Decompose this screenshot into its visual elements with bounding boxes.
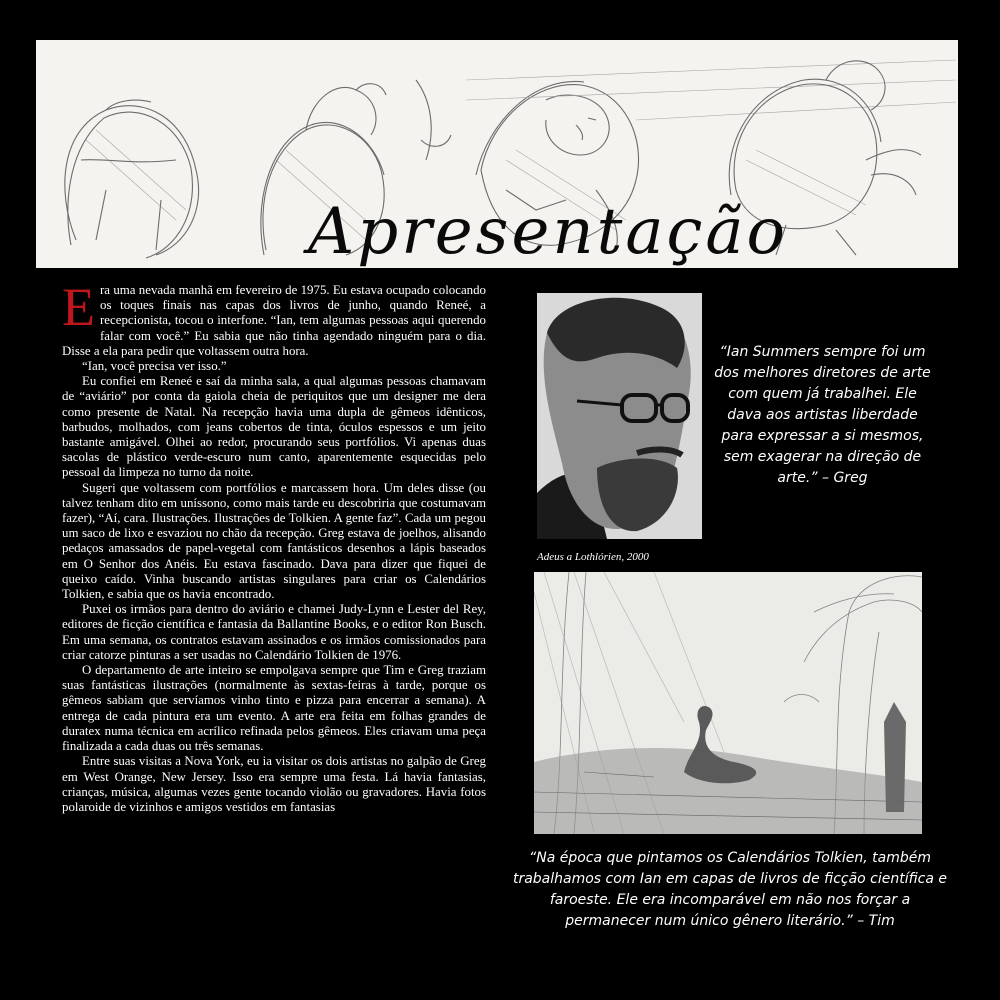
dropcap: E bbox=[62, 283, 95, 337]
article-paragraph: “Ian, você precisa ver isso.” bbox=[82, 359, 227, 374]
article-paragraph: Sugeri que voltassem com portfólios e marcassem hora. Um deles disse (ou talvez tenham dito em uníssono, como mais tarde eu descobriria que costumavam fazer), “Aí, cara. Ilustrações. Ilustrações de Tolkien. A gente faz”. Cada um pegou um saco de lixo e esvaziou no chão da recepção. Greg estava de joelhos, alisando pedaços amassados de papel-vegetal com fantásticos desenhos a lápis baseados em O Senhor dos Anéis. Eu estava fascinado. Dava para dizer que fiquei de queixo caído. Vinha buscando artistas singulares para criar os Calendários Tolkien, e sabia que os havia encontrado. bbox=[62, 480, 486, 602]
forest-sketch-illustration bbox=[534, 572, 922, 834]
article-paragraph: Era uma nevada manhã em fevereiro de 1975. Eu estava ocupado colocando os toques finais nas capas dos livros de junho, quando Reneé, a recepcionista, tocou o interfone. “Ian, tem algumas pessoas aqui querendo falar com você.” Eu sabia que não tinha agendado ninguém para o dia. Disse a ela para pedir que voltassem outra hora. bbox=[62, 283, 486, 358]
portrait-photo bbox=[537, 293, 702, 539]
article-paragraph: Entre suas visitas a Nova York, eu ia visitar os dois artistas no galpão de Greg em West Orange, New Jersey. Isso era sempre uma festa. Lá havia fantasias, crianças, música, algumas vezes gente tocando violão ou gravadores. Havia fotos polaroide de vizinhos e amigos vestidos em fantasias bbox=[62, 754, 486, 814]
article-paragraph: Eu confiei em Reneé e saí da minha sala, a qual algumas pessoas chamavam de “aviário” por conta da gaiola cheia de periquitos que um designer me dera como presente de Natal. Na recepção havia uma dupla de gêmeos idênticos, barbudos, molhados, com jeans cobertos de tinta, óculos espessos e um jeito bastante amigável. Olhei ao redor, procurando seus portfólios. Vi apenas duas sacolas de plástico verde-escuro num canto, aparentemente esquecidas pelo pessoal da limpeza no turno da noite. bbox=[62, 374, 486, 480]
photo-caption: Adeus a Lothlórien, 2000 bbox=[537, 551, 649, 563]
article-body bbox=[62, 283, 486, 973]
page-title: Apresentação bbox=[308, 195, 788, 268]
article-paragraph: O departamento de arte inteiro se empolgava sempre que Tim e Greg traziam suas fantásticas ilustrações (normalmente às sextas-feiras à tarde, porque os gêmeos sabiam que servíamos vinho tinto e pizza para encerrar a semana). A entrega de cada pintura era um evento. A arte era feita em folhas grandes de duratex numa técnica em acrílico refinada pelos gêmeos. Eles criavam uma peça finalizada a cada duas ou três semanas. bbox=[62, 663, 486, 754]
quote-greg: “Ian Summers sempre foi um dos melhores diretores de arte com quem já trabalhei. Ele dava aos artistas liberdade para expressar a si mesmos, sem exagerar na direção de arte.” – Greg bbox=[714, 344, 931, 486]
article-paragraph: Puxei os irmãos para dentro do aviário e chamei Judy-Lynn e Lester del Rey, editores de ficção científica e fantasia da Ballantine Books, e o editor Ron Busch. Em uma semana, os contratos estavam assinados e os irmãos comissionados para criar catorze pinturas a ser usadas no Calendário Tolkien de 1976. bbox=[62, 602, 486, 662]
header-banner bbox=[36, 40, 958, 268]
quote-tim: “Na época que pintamos os Calendários Tolkien, também trabalhamos com Ian em capas de livros de ficção científica e faroeste. Ele era incomparável em não nos forçar a permanecer num único gênero literário.” – Tim bbox=[512, 850, 948, 929]
